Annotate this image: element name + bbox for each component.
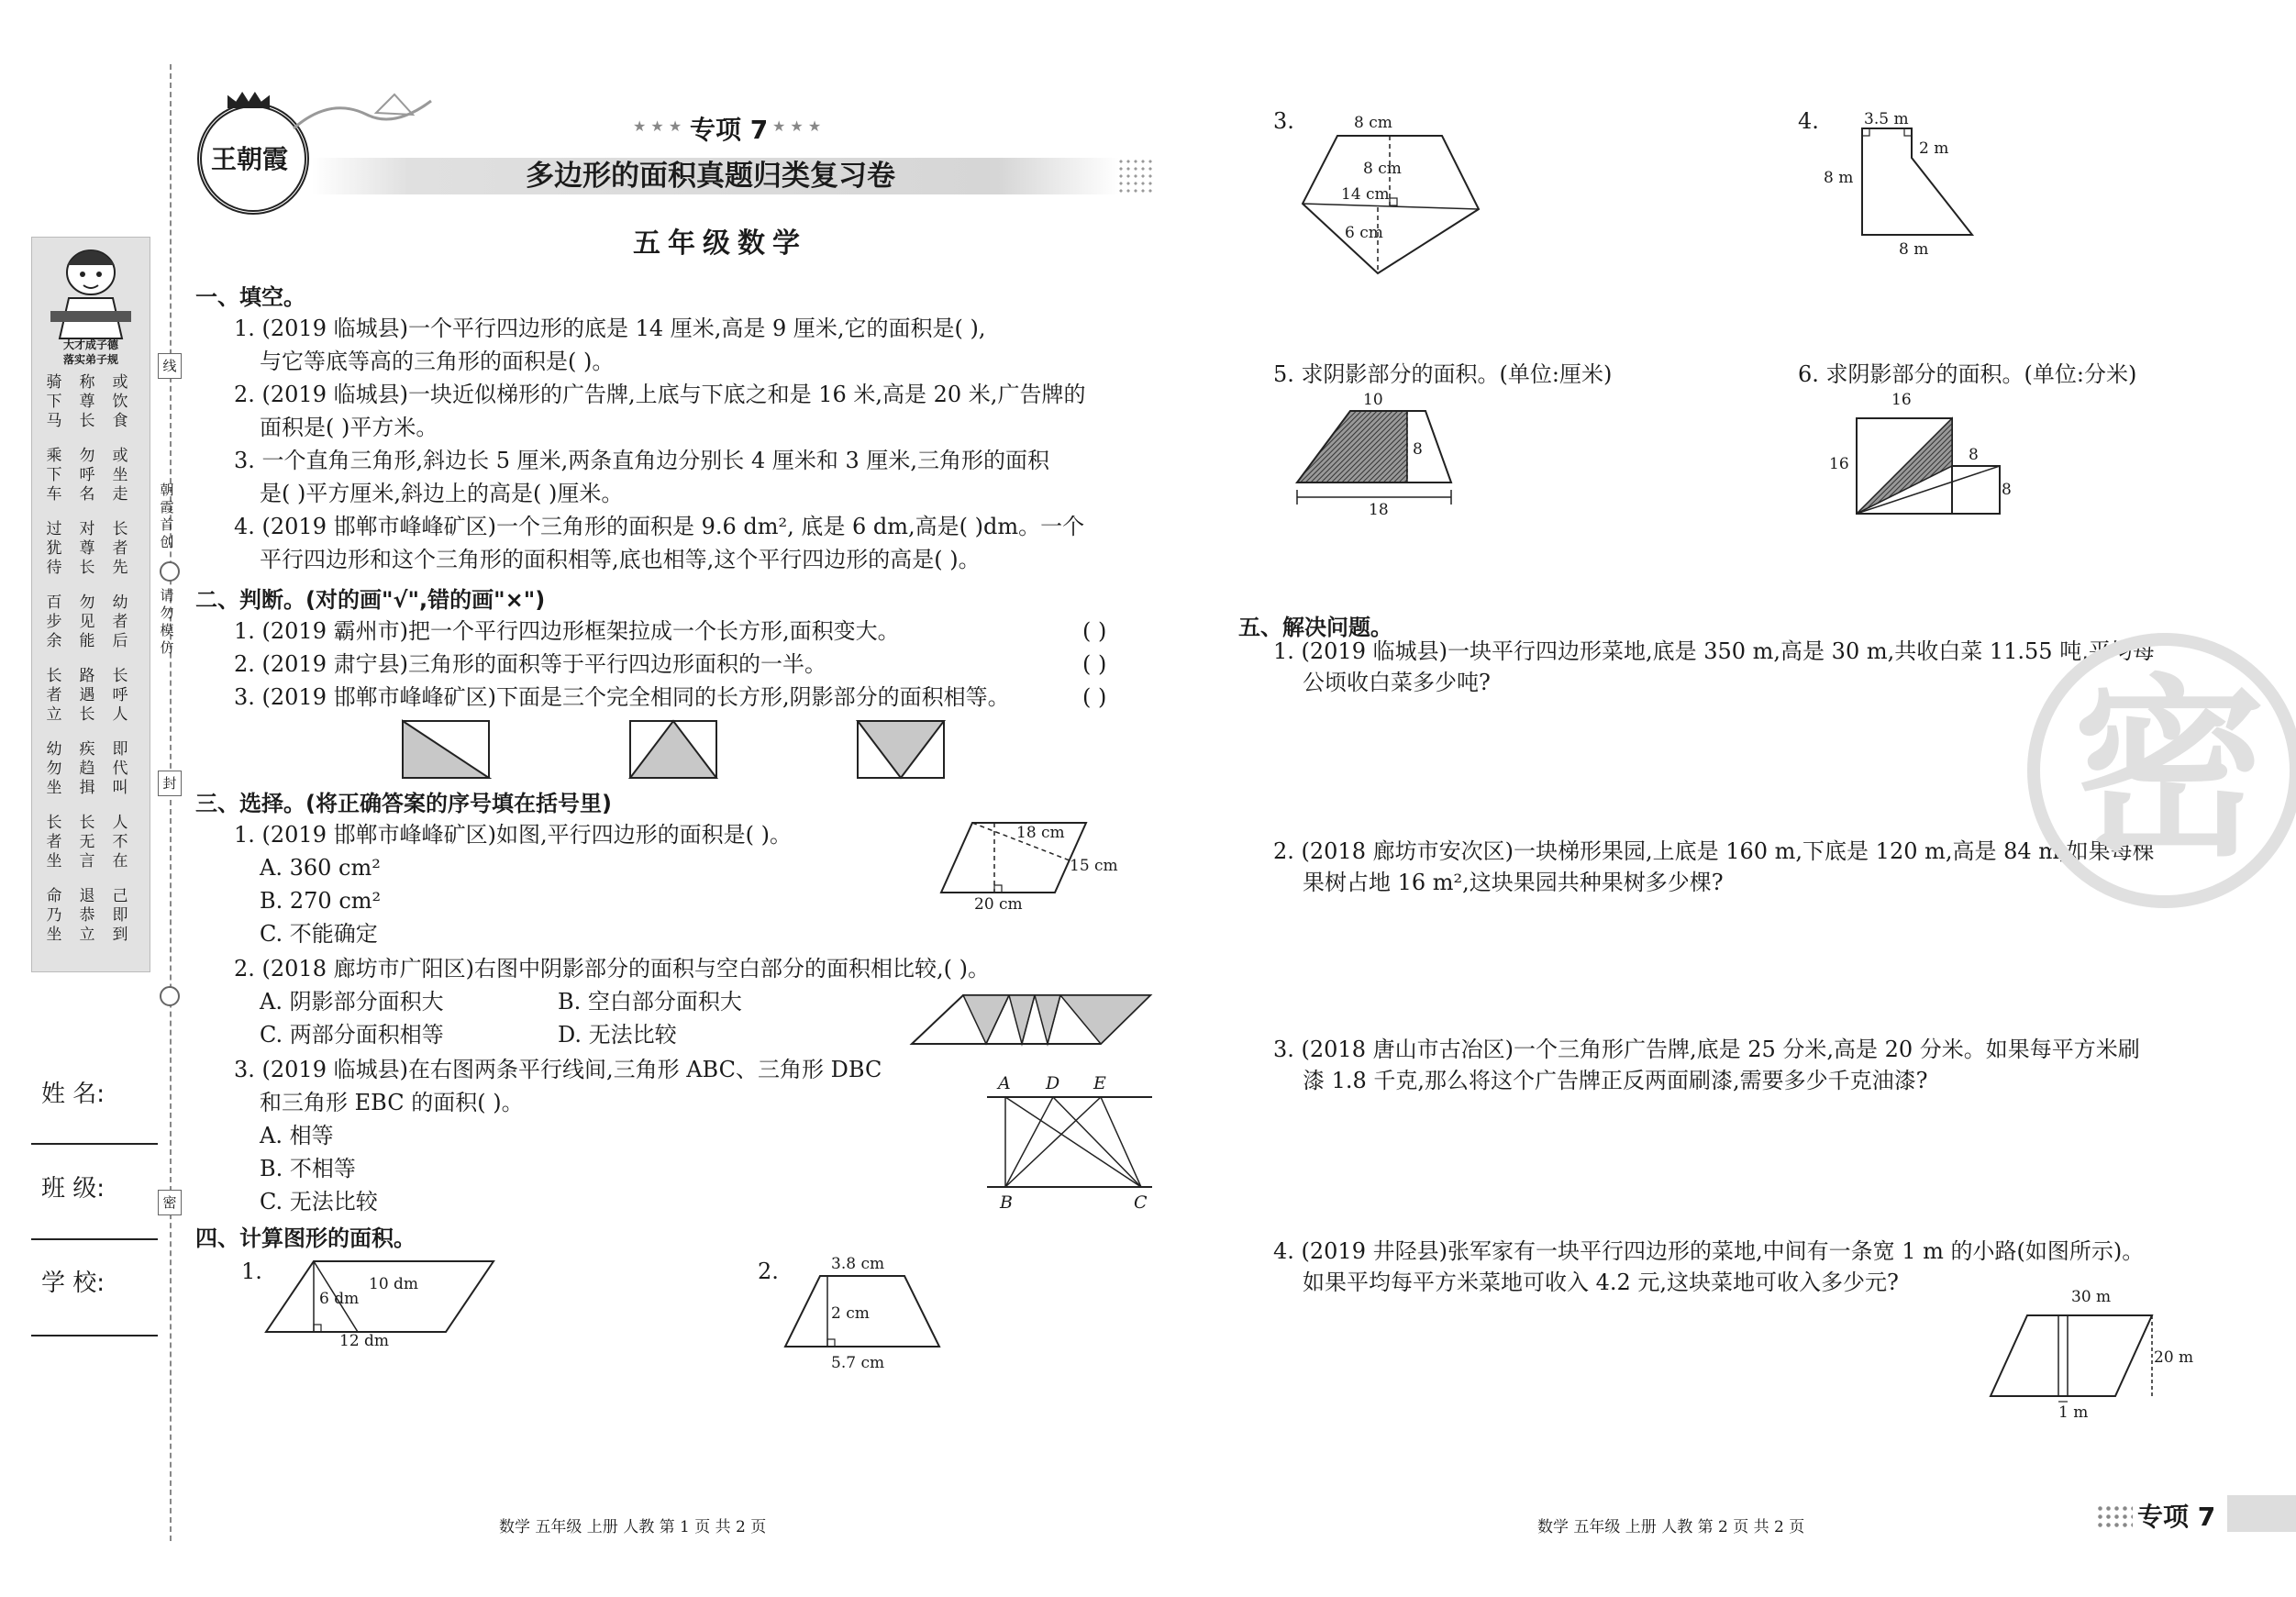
s4-fig6-small-top-label: 8 — [1969, 446, 1979, 464]
s1-q3-line2: 是( )平方厘米,斜边上的高是( )厘米。 — [260, 481, 624, 506]
ring-hole-1 — [160, 561, 180, 582]
s1-q3-line1: 3. 一个直角三角形,斜边长 5 厘米,两条直角边分别长 4 厘米和 3 厘米,三角形的面积 — [234, 448, 1049, 473]
s4-fig6-top-label: 16 — [1891, 391, 1912, 409]
poem-phrase: 长无言 — [79, 814, 95, 871]
poem-phrase: 幼勿坐 — [46, 740, 62, 797]
s2-rect-apex-up-figure — [629, 720, 717, 779]
class-line[interactable] — [31, 1238, 158, 1240]
s3-q3-label-e: E — [1093, 1073, 1106, 1093]
s2-q3: 3. (2019 邯郸市峰峰矿区)下面是三个完全相同的长方形,阴影部分的面积相等。 — [234, 684, 1010, 710]
s2-q2: 2. (2019 肃宁县)三角形的面积等于平行四边形面积的一半。 — [234, 651, 826, 677]
cut-note-2: 请勿模仿 — [160, 587, 174, 656]
s2-q3-paren[interactable]: ( ) — [1082, 684, 1107, 710]
poem-phrase: 长者立 — [46, 667, 62, 724]
poem-phrase: 勿呼名 — [79, 447, 95, 504]
s4-fig3-h-label: 8 cm — [1363, 160, 1402, 178]
s1-q1-line1: 1. (2019 临城县)一个平行四边形的底是 14 厘米,高是 9 厘米,它的面积是( ), — [234, 316, 986, 341]
ring-hole-2 — [160, 986, 180, 1006]
cut-mark-feng: 封 — [158, 771, 182, 796]
s3-q2-option-c[interactable]: C. 两部分面积相等 — [260, 1022, 444, 1048]
motto-line-2: 落实弟子规 — [62, 353, 118, 366]
s3-q3-option-a[interactable]: A. 相等 — [260, 1123, 334, 1148]
title-banner-dots — [1117, 158, 1154, 194]
s5-q2-line1: 2. (2018 廊坊市安次区)一块梯形果园,上底是 160 m,下底是 120 m,高是 84 m,如果每棵 — [1273, 838, 2155, 864]
s4-fig6-left-label: 16 — [1829, 455, 1849, 473]
s4-fig4-side-label: 2 m — [1919, 139, 1949, 158]
s5-q4-line2: 如果平均每平方米菜地可收入 4.2 元,这块菜地可收入多少元? — [1303, 1270, 1899, 1295]
s3-q2: 2. (2018 廊坊市广阳区)右图中阴影部分的面积与空白部分的面积相比较,( )。 — [234, 956, 990, 981]
poem-phrase: 长者先 — [112, 520, 128, 577]
poem-phrase: 疾趋揖 — [79, 740, 95, 797]
poem-phrase: 乘下车 — [46, 447, 62, 504]
section2-title: 二、判断。(对的画"√",错的画"×") — [195, 587, 546, 613]
s4-fig2-bottom-label: 5.7 cm — [831, 1354, 885, 1372]
s3-q2-option-a[interactable]: A. 阴影部分面积大 — [260, 989, 444, 1015]
section4-title: 四、计算图形的面积。 — [195, 1225, 416, 1251]
poem-phrase: 路遇长 — [79, 667, 95, 724]
s3-q1-option-b[interactable]: B. 270 cm² — [260, 888, 382, 914]
s5-q4-parallelogram-path-figure — [1991, 1314, 2165, 1405]
class-label: 班 级: — [41, 1175, 105, 1203]
logo-crown-icon — [227, 92, 270, 108]
ribbon-decoration — [294, 87, 431, 151]
s4-fig6-small-right-label: 8 — [2002, 481, 2012, 499]
s5-q1-line2: 公顷收白菜多少吨? — [1303, 670, 1491, 695]
s4-fig2-h-label: 2 cm — [831, 1304, 870, 1323]
binding-dashed-line — [170, 64, 172, 1541]
s1-q2-line2: 面积是( )平方米。 — [260, 415, 438, 440]
s4-fig4-right-trapezoid — [1860, 127, 1974, 237]
poem-phrase: 长者坐 — [46, 814, 62, 871]
name-line[interactable] — [31, 1143, 158, 1145]
poem-phrase: 对尊长 — [79, 520, 95, 577]
s5-q3-line1: 3. (2018 唐山市古冶区)一个三角形广告牌,底是 25 分米,高是 20 分米。如果每平方米刷 — [1273, 1037, 2140, 1062]
s5-q2-line2: 果树占地 16 m²,这块果园共种果树多少棵? — [1303, 870, 1724, 895]
poem-grid — [45, 373, 146, 960]
s4-fig1-side-label: 10 dm — [369, 1275, 419, 1293]
poem-phrase: 命乃坐 — [46, 887, 62, 944]
s5-q4-fig-bottom-label: 1 m — [2058, 1403, 2089, 1422]
footer-right: 数学 五年级 上册 人教 第 2 页 共 2 页 — [1537, 1518, 1805, 1536]
s1-q1-line2: 与它等底等高的三角形的面积是( )。 — [260, 349, 615, 374]
footer-left: 数学 五年级 上册 人教 第 1 页 共 2 页 — [499, 1518, 767, 1536]
section1-title: 一、填空。 — [195, 284, 305, 310]
s5-q3-line2: 漆 1.8 千克,那么将这个广告牌正反两面刷漆,需要多少千克油漆? — [1303, 1068, 1928, 1093]
s3-q3-label-b: B — [1000, 1192, 1013, 1213]
s2-rect-apex-down-figure — [857, 720, 945, 779]
s3-q2-option-d[interactable]: D. 无法比较 — [558, 1022, 677, 1048]
s5-q4-fig-right-label: 20 m — [2154, 1348, 2194, 1367]
s4-fig3-mid-label: 14 cm — [1341, 185, 1390, 204]
school-line[interactable] — [31, 1335, 158, 1336]
poem-phrase: 称尊长 — [79, 373, 95, 430]
s4-fig5-top-label: 10 — [1363, 391, 1383, 409]
name-label: 姓 名: — [41, 1081, 105, 1108]
s3-q1-fig-side-label: 15 cm — [1070, 857, 1118, 875]
poem-phrase: 即代叫 — [112, 740, 128, 797]
confidential-seal-text: 密 — [2072, 658, 2266, 882]
s5-q4-line1: 4. (2019 井陉县)张军家有一块平行四边形的菜地,中间有一条宽 1 m 的小路(如图所示)。 — [1273, 1238, 2145, 1264]
poem-phrase: 长呼人 — [112, 667, 128, 724]
s4-fig3-h2-label: 6 cm — [1345, 224, 1383, 242]
s5-q4-fig-top-label: 30 m — [2071, 1288, 2112, 1306]
s4-fig3-composite-figure — [1301, 130, 1481, 279]
motto-line-1: 大才成子德 — [62, 338, 118, 351]
s3-q3-option-b[interactable]: B. 不相等 — [260, 1156, 356, 1181]
section5-title: 五、解决问题。 — [1238, 615, 1392, 640]
poem-phrase: 退恭立 — [79, 887, 95, 944]
series-label: 专项 7 — [690, 115, 769, 145]
footer-badge-dots — [2096, 1504, 2133, 1528]
s4-fig2-number: 2. — [758, 1259, 779, 1284]
s2-q1-paren[interactable]: ( ) — [1082, 618, 1107, 644]
sidebar-poem-box — [31, 237, 150, 972]
s4-fig3-top-label: 8 cm — [1354, 114, 1392, 132]
series-star-right: ★ ★ ★ — [772, 117, 822, 135]
s4-fig1-parallelogram — [266, 1260, 495, 1334]
logo-text: 王朝霞 — [210, 144, 288, 174]
series-star-left: ★ ★ ★ — [633, 117, 682, 135]
s5-q1-line1: 1. (2019 临城县)一块平行四边形菜地,底是 350 m,高是 30 m,共收白菜 11.55 吨,平均每 — [1273, 638, 2155, 664]
s3-q1-fig-bottom-label: 20 cm — [974, 895, 1023, 914]
s4-fig4-bottom-label: 8 m — [1899, 240, 1929, 259]
s3-q1-parallelogram-figure — [941, 822, 1088, 895]
s3-q3-label-a: A — [998, 1073, 1011, 1093]
footer-badge: 专项 7 — [2137, 1502, 2216, 1532]
s4-fig3-number: 3. — [1273, 108, 1294, 134]
s4-fig1-base-label: 12 dm — [339, 1332, 390, 1350]
s3-q1: 1. (2019 邯郸市峰峰矿区)如图,平行四边形的面积是( )。 — [234, 822, 792, 848]
poem-phrase: 或坐走 — [112, 447, 128, 504]
cut-mark-mi: 密 — [158, 1190, 182, 1215]
s4-fig1-number: 1. — [241, 1259, 262, 1284]
s3-q3-line2: 和三角形 EBC 的面积( )。 — [260, 1090, 524, 1115]
s3-q1-option-c[interactable]: C. 不能确定 — [260, 921, 378, 947]
s3-q3-line1: 3. (2019 临城县)在右图两条平行线间,三角形 ABC、三角形 DBC — [234, 1057, 882, 1082]
s4-fig6-squares-figure — [1855, 416, 2020, 517]
poem-phrase: 百步余 — [46, 593, 62, 650]
s4-fig2-top-label: 3.8 cm — [831, 1255, 885, 1273]
page-subtitle: 五年级数学 — [633, 227, 807, 260]
s4-fig4-number: 4. — [1798, 108, 1819, 134]
s3-q1-fig-top-label: 18 cm — [1016, 824, 1065, 842]
s4-fig5-label: 5. 求阴影部分的面积。(单位:厘米) — [1273, 361, 1613, 387]
poem-phrase: 骑下马 — [46, 373, 62, 430]
poem-phrase: 己即到 — [112, 887, 128, 944]
poem-phrase: 过犹待 — [46, 520, 62, 577]
s4-fig4-top-label: 3.5 m — [1864, 110, 1909, 128]
s3-q3-option-c[interactable]: C. 无法比较 — [260, 1189, 378, 1214]
section3-title: 三、选择。(将正确答案的序号填在括号里) — [195, 791, 612, 816]
poem-phrase: 勿见能 — [79, 593, 95, 650]
page-title: 多边形的面积真题归类复习卷 — [526, 160, 895, 193]
cut-note-1: 朝霞首创 — [160, 482, 174, 550]
cut-mark-xian: 线 — [158, 353, 182, 379]
s3-q3-parallel-lines-figure — [987, 1095, 1152, 1194]
s4-fig5-h-label: 8 — [1413, 440, 1423, 459]
s4-fig1-h-label: 6 dm — [319, 1290, 360, 1308]
s2-q1: 1. (2019 霸州市)把一个平行四边形框架拉成一个长方形,面积变大。 — [234, 618, 900, 644]
poem-phrase: 幼者后 — [112, 593, 128, 650]
poem-phrase: 人不在 — [112, 814, 128, 871]
poem-phrase: 或饮食 — [112, 373, 128, 430]
s3-q2-zigzag-figure — [912, 994, 1152, 1046]
s2-rect-diagonal-figure — [402, 720, 490, 779]
s3-q2-option-b[interactable]: B. 空白部分面积大 — [558, 989, 742, 1015]
s4-fig5-bottom-label: 18 — [1369, 501, 1389, 519]
s4-fig5-shaded-trapezoid — [1295, 409, 1460, 510]
s4-fig6-label: 6. 求阴影部分的面积。(单位:分米) — [1798, 361, 2137, 387]
s2-q2-paren[interactable]: ( ) — [1082, 651, 1107, 677]
s3-q1-option-a[interactable]: A. 360 cm² — [260, 855, 381, 881]
s4-fig4-left-label: 8 m — [1824, 169, 1854, 187]
s1-q4-line2: 平行四边形和这个三角形的面积相等,底也相等,这个平行四边形的高是( )。 — [260, 547, 981, 572]
mascot-illustration — [32, 238, 150, 338]
s1-q4-line1: 4. (2019 邯郸市峰峰矿区)一个三角形的面积是 9.6 dm², 底是 6 dm,高是( )dm。一个 — [234, 514, 1085, 539]
s3-q3-label-d: D — [1046, 1073, 1060, 1093]
s1-q2-line1: 2. (2019 临城县)一块近似梯形的广告牌,上底与下底之和是 16 米,高是 20 米,广告牌的 — [234, 382, 1086, 407]
school-label: 学 校: — [41, 1270, 105, 1297]
s3-q3-label-c: C — [1134, 1192, 1148, 1213]
footer-badge-bar — [2227, 1495, 2296, 1532]
